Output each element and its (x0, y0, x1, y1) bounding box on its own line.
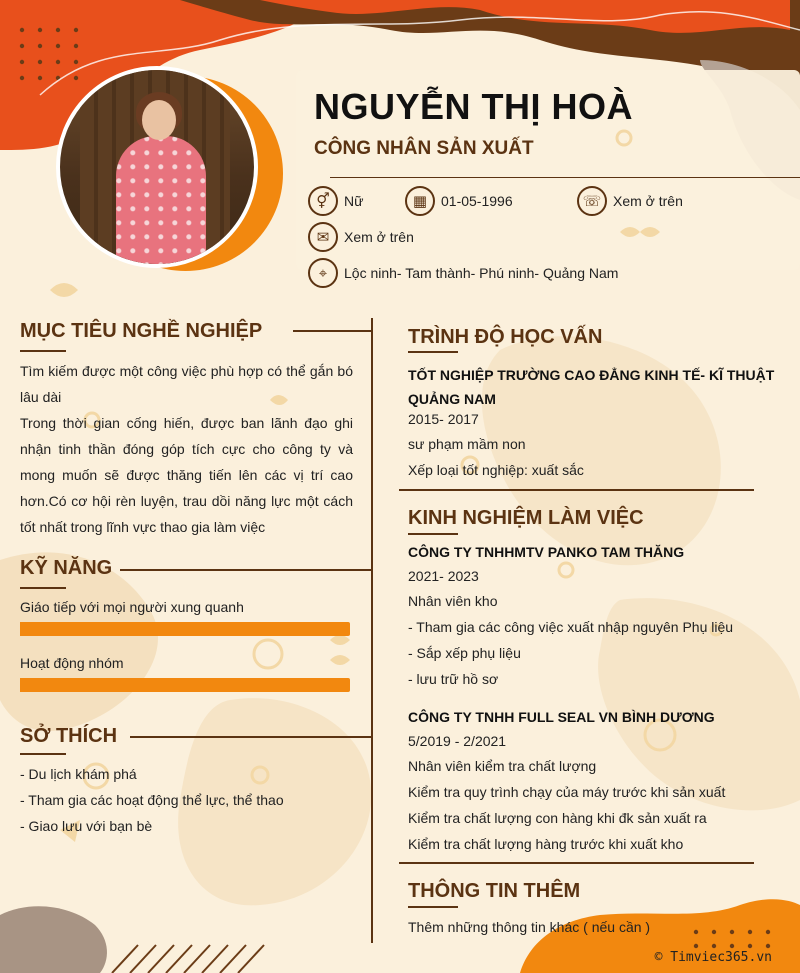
skills-title: KỸ NĂNG (20, 557, 113, 579)
gender-value: Nữ (344, 193, 364, 209)
skills-underline (20, 587, 66, 589)
job-detail: Kiểm tra quy trình chạy của máy trước khi sản xuất (408, 784, 726, 800)
hobbies-line (130, 736, 373, 738)
education-rank: Xếp loại tốt nghiệp: xuất sắc (408, 462, 584, 478)
experience-bottom-line (399, 862, 754, 864)
job-detail: - Sắp xếp phụ liệu (408, 645, 521, 661)
experience-underline (408, 533, 458, 535)
job-company: CÔNG TY TNHH FULL SEAL VN BÌNH DƯƠNG (408, 709, 715, 725)
phone-value: Xem ở trên (613, 193, 683, 209)
location-icon: ⌖ (308, 258, 338, 288)
hobbies-title: SỞ THÍCH (20, 725, 118, 747)
education-school: TỐT NGHIỆP TRƯỜNG CAO ĐẲNG KINH TẾ- KĨ THUẬT QUẢNG NAM (408, 367, 775, 407)
birthday-value: 01-05-1996 (441, 193, 513, 209)
contact-address (308, 258, 618, 288)
skill-name: Hoạt động nhóm (20, 655, 124, 671)
calendar-icon: ▦ (405, 186, 435, 216)
job-role: Nhân viên kho (408, 593, 498, 609)
candidate-position: CÔNG NHÂN SẢN XUẤT (314, 138, 534, 159)
job-role: Nhân viên kiểm tra chất lượng (408, 758, 597, 774)
skill-name: Giáo tiếp với mọi người xung quanh (20, 599, 244, 615)
avatar (56, 66, 258, 268)
objective-underline (20, 350, 66, 352)
education-major: sư phạm mầm non (408, 436, 526, 452)
skills-line (120, 569, 373, 571)
hobby-item: - Tham gia các hoạt động thể lực, thể thao (20, 792, 284, 808)
phone-icon: ☏ (577, 186, 607, 216)
job-period: 2021- 2023 (408, 568, 479, 584)
hobby-item: - Giao lưu với bạn bè (20, 818, 153, 834)
gender-icon: ⚥ (308, 186, 338, 216)
job-detail: Kiểm tra chất lượng hàng trước khi xuất kho (408, 836, 684, 852)
mail-icon: ✉ (308, 222, 338, 252)
candidate-name: NGUYỄN THỊ HOÀ (314, 86, 634, 127)
extra-underline (408, 906, 458, 908)
contact-email (308, 222, 414, 252)
education-bottom-line (399, 489, 754, 491)
header-divider (330, 177, 800, 178)
column-divider (371, 318, 373, 943)
hobbies-underline (20, 753, 66, 755)
job-period: 5/2019 - 2/2021 (408, 733, 507, 749)
contact-phone (577, 186, 683, 216)
job-detail: Kiểm tra chất lượng con hàng khi đk sản xuất ra (408, 810, 707, 826)
address-value: Lộc ninh- Tam thành- Phú ninh- Quảng Nam (344, 265, 619, 281)
objective-line (293, 330, 373, 332)
avatar-frame (50, 60, 290, 280)
education-underline (408, 351, 458, 353)
contact-birthday (405, 186, 513, 216)
skill-level-bar (20, 622, 350, 636)
extra-text: Thêm những thông tin khác ( nếu cần ) (408, 919, 651, 935)
experience-title: KINH NGHIỆM LÀM VIỆC (408, 507, 644, 529)
job-detail: - lưu trữ hồ sơ (408, 671, 499, 687)
job-detail: - Tham gia các công việc xuất nhập nguyên Phụ liệu (408, 619, 734, 635)
watermark: © Timviec365.vn (654, 950, 772, 965)
objective-title: MỤC TIÊU NGHỀ NGHIỆP (20, 320, 263, 342)
education-period: 2015- 2017 (408, 411, 479, 427)
contact-gender (308, 186, 363, 216)
skill-level-bar (20, 678, 350, 692)
extra-title: THÔNG TIN THÊM (408, 880, 581, 902)
objective-text: Tìm kiếm được một công việc phù hợp có thể gắn bó lâu dài Trong thời gian cống hiến, được ban lãnh đạo ghi nhận tinh thần đóng góp tích cực cho công ty và mong muốn sẽ được thăng tiến lên các vị trí cao hơn.Có cơ hội rèn luyện, trau dồi năng lực một cách tốt nhất trong lĩnh vực thao gia làm việc (20, 363, 353, 535)
email-value: Xem ở trên (344, 229, 414, 245)
education-title: TRÌNH ĐỘ HỌC VẤN (408, 326, 603, 348)
hobby-item: - Du lịch khám phá (20, 766, 137, 782)
job-company: CÔNG TY TNHHMTV PANKO TAM THĂNG (408, 544, 685, 560)
